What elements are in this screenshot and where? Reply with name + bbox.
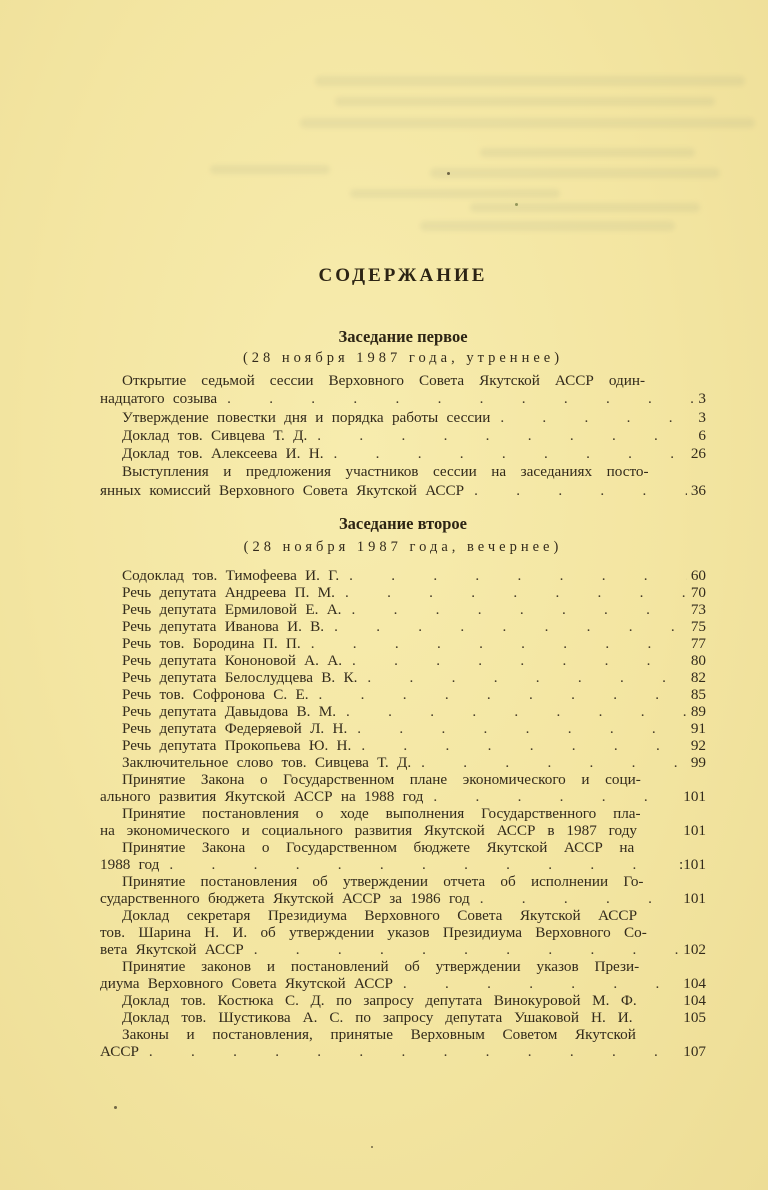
- contents-title: СОДЕРЖАНИЕ: [318, 265, 488, 286]
- toc-line: [100, 1009, 706, 1026]
- dot-leader: [421, 754, 687, 771]
- page-number: 105: [683, 1009, 707, 1027]
- page-number: 3: [698, 408, 706, 426]
- toc-line: [100, 427, 706, 445]
- paper-speck: [371, 1146, 373, 1148]
- toc-line: [100, 686, 706, 703]
- toc-line: [100, 992, 706, 1009]
- toc-line: [100, 822, 706, 839]
- toc-entry-text: сударственного бюджета Якутской АССР за 1986 год: [100, 890, 470, 908]
- toc-entry-text: Речь депутата Прокопьева Ю. Н.: [122, 737, 352, 755]
- toc-entry-text: Речь депутата Белослудцева В. К.: [122, 669, 358, 687]
- toc-line: [100, 445, 706, 463]
- page-number: 99: [690, 754, 706, 772]
- toc-entry-text: Речь депутата Кононовой А. А.: [122, 652, 343, 670]
- toc-entry-text: ального развития Якутской АССР на 1988 год: [100, 788, 424, 806]
- toc-line: [100, 652, 706, 669]
- toc-line: [100, 720, 706, 737]
- page-number: 104: [683, 975, 706, 993]
- toc-entry-text: Речь депутата Иванова И. В.: [122, 618, 325, 636]
- toc-line: [100, 788, 706, 805]
- toc-entry-text: Принятие постановления об утверждении отчета об исполнении Го-: [122, 873, 644, 891]
- dot-leader: [433, 788, 679, 805]
- dot-leader: [345, 584, 687, 601]
- toc-line: [100, 372, 706, 390]
- toc-entry-text: Принятие Закона о Государственном бюджете Якутской АССР на: [122, 839, 635, 857]
- toc-line: [100, 839, 706, 856]
- toc-entry-text: вета Якутской АССР: [100, 941, 244, 959]
- toc-line: [100, 584, 706, 601]
- toc-entry-text: Принятие Закона о Государственном плане экономического и соци-: [122, 771, 641, 789]
- toc-line: [100, 1026, 706, 1043]
- dot-leader: [311, 635, 687, 652]
- dot-leader: [317, 427, 694, 445]
- session-one-section: [100, 327, 706, 500]
- toc-line: [100, 805, 706, 822]
- toc-entry-text: Речь депутата Ермиловой Е. А.: [122, 601, 342, 619]
- page-number: 101: [683, 788, 706, 806]
- page-number: 36: [690, 481, 706, 499]
- dot-leader: [361, 737, 686, 754]
- dot-leader: [352, 652, 687, 669]
- session-one-heading: Заседание первое: [338, 327, 468, 346]
- toc-entry-text: Доклад секретаря Президиума Верховного Совета Якутской АССР: [122, 907, 638, 925]
- page-number: 89: [690, 703, 706, 721]
- paper-speck: [447, 172, 450, 175]
- dot-leader: [254, 941, 680, 958]
- dot-leader: [351, 601, 686, 618]
- toc-entry-text: 1988 год: [100, 856, 160, 874]
- toc-entry-text: Доклад тов. Сивцева Т. Д.: [122, 426, 308, 444]
- page-number: 82: [690, 669, 706, 687]
- dot-leader: [227, 390, 694, 408]
- page-number: 102: [683, 941, 706, 959]
- toc-entry-text: янных комиссий Верховного Совета Якутской АССР: [100, 481, 465, 499]
- page-number: 77: [690, 635, 706, 653]
- session-two-section: [100, 514, 706, 1060]
- toc-entry-text: Открытие седьмой сессии Верховного Совета Якутской АССР один-: [122, 372, 646, 389]
- dot-leader: [500, 409, 694, 427]
- toc-entry-text: диума Верховного Совета Якутской АССР: [100, 975, 393, 993]
- toc-entry-text: Принятие постановления о ходе выполнения Государственного пла-: [122, 805, 641, 823]
- toc-line: [100, 873, 706, 890]
- toc-entry-text: Речь депутата Андреева П. М.: [122, 584, 335, 602]
- toc-entry-text: Законы и постановления, принятые Верховным Советом Якутской: [122, 1026, 636, 1044]
- page-number: 104: [683, 992, 706, 1010]
- dot-leader: [367, 669, 686, 686]
- toc-entry-text: Принятие законов и постановлений об утверждении указов Прези-: [122, 958, 640, 976]
- dot-leader: [480, 890, 680, 907]
- page-number: 60: [690, 567, 706, 585]
- toc-entry-text: Выступления и предложения участников сессии на заседаниях посто-: [122, 463, 649, 481]
- toc-line: [100, 618, 706, 635]
- page-number: 26: [690, 445, 706, 463]
- toc-line: [100, 958, 706, 975]
- toc-line: [100, 635, 706, 652]
- toc-entry-text: АССР: [100, 1043, 139, 1061]
- page-number: :101: [678, 856, 706, 874]
- toc-line: [100, 737, 706, 754]
- toc-line: [100, 567, 706, 584]
- page-number: 92: [690, 737, 706, 755]
- dot-leader: [474, 482, 687, 500]
- session-one-date-line: (28 ноября 1987 года, утреннее): [242, 350, 564, 366]
- page-number: 101: [683, 822, 707, 840]
- toc-line: [100, 390, 706, 408]
- toc-line: [100, 890, 706, 907]
- page-number: 70: [690, 584, 706, 602]
- dot-leader: [149, 1043, 679, 1060]
- toc-line: [100, 703, 706, 720]
- session-two-heading: Заседание второе: [338, 514, 468, 534]
- session-two-date-line: (28 ноября 1987 года, вечернее): [243, 539, 563, 556]
- toc-entry-text: Утверждение повестки дня и порядка работы сессии: [122, 408, 491, 426]
- toc-line: [100, 924, 706, 941]
- toc-line: [100, 1043, 706, 1060]
- page-number: 107: [683, 1043, 706, 1061]
- toc-line: [100, 754, 706, 771]
- toc-entry-text: Речь тов. Бородина П. П.: [122, 635, 301, 653]
- page-number: 3: [698, 390, 706, 408]
- toc-line: [100, 771, 706, 788]
- dot-leader: [349, 567, 687, 584]
- dot-leader: [334, 618, 687, 635]
- dot-leader: [169, 856, 675, 873]
- toc-entry-text: Доклад тов. Шустикова А. С. по запросу депутата Ушаковой Н. И.: [122, 1009, 633, 1027]
- page-number: 75: [690, 618, 706, 636]
- dot-leader: [346, 703, 687, 720]
- toc-line: [100, 941, 706, 958]
- toc-entry-text: Содоклад тов. Тимофеева И. Г.: [122, 567, 340, 585]
- toc-entry-text: тов. Шарина Н. И. об утверждении указов Президиума Верховного Со-: [100, 924, 647, 942]
- page-number: 91: [690, 720, 706, 738]
- paper-speck: [114, 1106, 117, 1109]
- toc-entry-text: надцатого созыва: [100, 390, 218, 408]
- dot-leader: [334, 445, 687, 463]
- toc-line: [100, 975, 706, 992]
- dot-leader: [403, 975, 679, 992]
- toc-line: [100, 482, 706, 500]
- page-number: 73: [690, 601, 706, 619]
- toc-line: [100, 669, 706, 686]
- toc-line: [100, 907, 706, 924]
- toc-entry-text: Заключительное слово тов. Сивцева Т. Д.: [122, 754, 412, 772]
- toc-entry-text: Речь депутата Федеряевой Л. Н.: [122, 720, 348, 738]
- toc-line: [100, 601, 706, 618]
- toc-entry-text: Речь тов. Софронова С. Е.: [122, 686, 309, 704]
- toc-list-session-one: [100, 372, 706, 500]
- page-number: 101: [683, 890, 706, 908]
- toc-entry-text: Речь депутата Давыдова В. М.: [122, 703, 337, 721]
- toc-line: [100, 856, 706, 873]
- paper-speck: [515, 203, 518, 206]
- dot-leader: [319, 686, 687, 703]
- page-number: 6: [698, 426, 706, 444]
- toc-list-session-two: [100, 567, 706, 1060]
- toc-line: [100, 463, 706, 481]
- dot-leader: [357, 720, 687, 737]
- toc-entry-text: Доклад тов. Алексеева И. Н.: [122, 445, 324, 463]
- toc-entry-text: на экономического и социального развития Якутской АССР в 1987 году: [100, 822, 638, 840]
- toc-entry-text: Доклад тов. Костюка С. Д. по запросу депутата Винокуровой М. Ф.: [122, 992, 637, 1010]
- page-number: 80: [690, 652, 706, 670]
- toc-line: [100, 409, 706, 427]
- page-number: 85: [690, 686, 706, 704]
